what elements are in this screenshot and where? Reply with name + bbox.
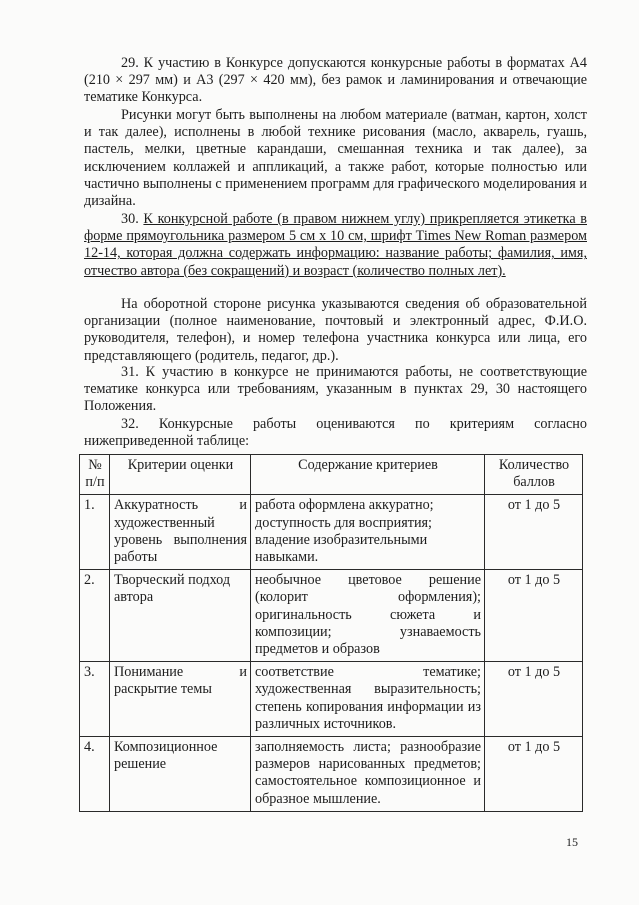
paragraph-30 — [84, 211, 587, 280]
table-row — [80, 662, 583, 737]
paragraph-30-number: 30. — [121, 211, 144, 227]
header-number: № п/п — [80, 455, 110, 495]
row-content: соответствие тематике; художественная выразительность; степень копирования информации из различных источников. — [251, 662, 485, 737]
table-row — [80, 495, 583, 570]
row-content: заполняемость листа; разнообразие размеров нарисованных предметов; самостоятельное композиционное и образное мышление. — [251, 737, 485, 812]
table-header-row — [80, 455, 583, 495]
table-row — [80, 737, 583, 812]
row-points: от 1 до 5 — [485, 570, 583, 662]
row-content: работа оформлена аккуратно; доступность для восприятия; владение изобразительными навыками. — [251, 495, 485, 570]
paragraph-31: 31. К участию в конкурсе не принимаются работы, не соответствующие тематике конкурса или требованиям, указанным в пунктах 29, 30 настоящего Положения. — [84, 364, 587, 415]
row-points: от 1 до 5 — [485, 662, 583, 737]
row-points: от 1 до 5 — [485, 495, 583, 570]
header-points: Количество баллов — [485, 455, 583, 495]
paragraph-29: 29. К участию в Конкурсе допускаются конкурсные работы в форматах А4 (210 × 297 мм) и А3 (297 × 420 мм), без рамок и ламинирования и отвечающие тематике Конкурса. — [84, 55, 587, 106]
row-criterion: Творческий подход автора — [110, 570, 251, 662]
criteria-table — [79, 454, 583, 812]
row-points: от 1 до 5 — [485, 737, 583, 812]
row-number: 1. — [80, 495, 110, 570]
row-number: 3. — [80, 662, 110, 737]
row-content: необычное цветовое решение (колорит оформления); оригинальность сюжета и композиции; узнаваемость предметов и образов — [251, 570, 485, 662]
header-content: Содержание критериев — [251, 455, 485, 495]
page-number: 15 — [566, 835, 578, 849]
row-number: 4. — [80, 737, 110, 812]
row-criterion: Понимание и раскрытие темы — [110, 662, 251, 737]
row-criterion: Аккуратность и художественный уровень выполнения работы — [110, 495, 251, 570]
table-row — [80, 570, 583, 662]
paragraph-32: 32. Конкурсные работы оцениваются по критериям согласно нижеприведенной таблице: — [84, 416, 587, 450]
paragraph-30-reverse-side: На оборотной стороне рисунка указываются сведения об образовательной организации (полное наименование, почтовый и электронный адрес, Ф.И.О. руководителя, телефон), и номер телефона участника конкурса или лица, его представляющего (родитель, педагог, др.). — [84, 296, 587, 364]
header-criteria: Критерии оценки — [110, 455, 251, 495]
row-criterion: Композиционное решение — [110, 737, 251, 812]
paragraph-30-text: К конкурсной работе (в правом нижнем углу) прикрепляется этикетка в форме прямоугольника размером 5 см х 10 см, шрифт Times New Roman размером 12-14, которая должна содержать информацию: название работы; фамилия, имя, отчество автора (без сокращений) и возраст (количество полных лет). — [84, 211, 587, 279]
paragraph-29-drawings: Рисунки могут быть выполнены на любом материале (ватман, картон, холст и так далее), исполнены в любой технике рисования (масло, акварель, гуашь, пастель, мелки, цветные карандаши, смешанная техника и так далее), за исключением коллажей и аппликаций, а также работ, которые полностью или частично выполнены с применением программ для графического моделирования и дизайна. — [84, 107, 587, 210]
row-number: 2. — [80, 570, 110, 662]
